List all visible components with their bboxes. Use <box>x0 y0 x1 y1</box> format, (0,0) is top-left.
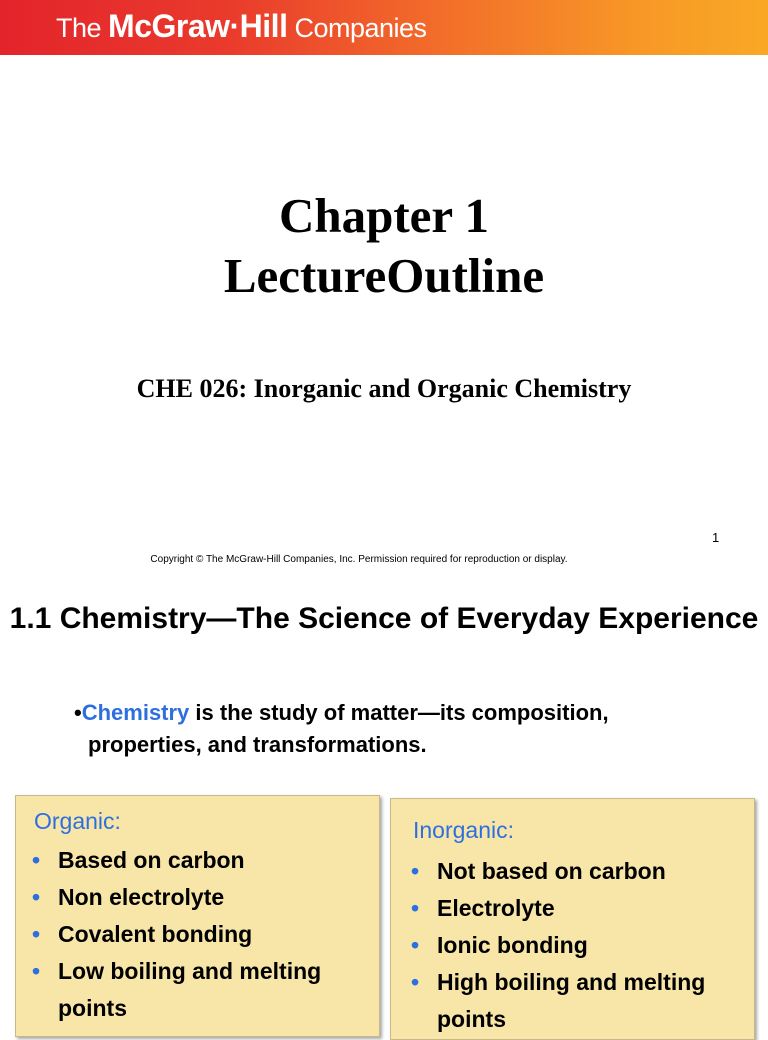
organic-list <box>32 842 372 1027</box>
list-item: • Electrolyte <box>411 890 747 927</box>
list-item: • Ionic bonding <box>411 927 747 964</box>
chemistry-definition <box>74 697 734 761</box>
title-line-2: LectureOutline <box>223 248 545 303</box>
inorganic-heading: Inorganic: <box>413 817 515 843</box>
list-item: • Based on carbon <box>32 842 372 879</box>
bullet-icon: • <box>32 884 41 910</box>
copyright-notice: Copyright © The McGraw-Hill Companies, Inc. Permission required for reproduction or display. <box>150 554 568 565</box>
bullet-icon: • <box>32 847 41 873</box>
slide-title <box>0 186 768 306</box>
bullet-icon: • <box>411 895 420 921</box>
bullet-icon: • <box>32 958 41 984</box>
organic-heading: Organic: <box>34 808 121 834</box>
section-title: 1.1 Chemistry—The Science of Everyday Experience <box>9 602 759 635</box>
definition-text-line-2: properties, and transformations. <box>88 732 427 757</box>
page-number: 1 <box>712 530 720 545</box>
bullet-icon: • <box>411 932 420 958</box>
list-item: • Covalent bonding <box>32 916 372 953</box>
list-item: • Non electrolyte <box>32 879 372 916</box>
list-item: • Not based on carbon <box>411 853 747 890</box>
publisher-logo <box>56 8 427 45</box>
logo-prefix: The <box>56 13 109 43</box>
logo-suffix: Companies <box>287 13 427 43</box>
definition-text: is the study of matter—its composition, <box>189 700 609 725</box>
inorganic-box <box>390 798 755 1040</box>
definition-bullet: • <box>74 700 82 725</box>
bullet-icon: • <box>411 858 420 884</box>
list-item: • High boiling and melting points <box>411 964 747 1038</box>
bullet-icon: • <box>411 969 420 995</box>
organic-box <box>15 795 380 1037</box>
inorganic-list <box>411 853 747 1038</box>
definition-term: Chemistry <box>81 700 190 725</box>
list-item: • Low boiling and melting points <box>32 953 372 1027</box>
course-subtitle: CHE 026: Inorganic and Organic Chemistry <box>136 374 632 403</box>
publisher-banner <box>0 0 768 55</box>
bullet-icon: • <box>32 921 41 947</box>
title-line-1: Chapter 1 <box>278 188 490 243</box>
logo-brand: McGraw·Hill <box>108 8 288 44</box>
